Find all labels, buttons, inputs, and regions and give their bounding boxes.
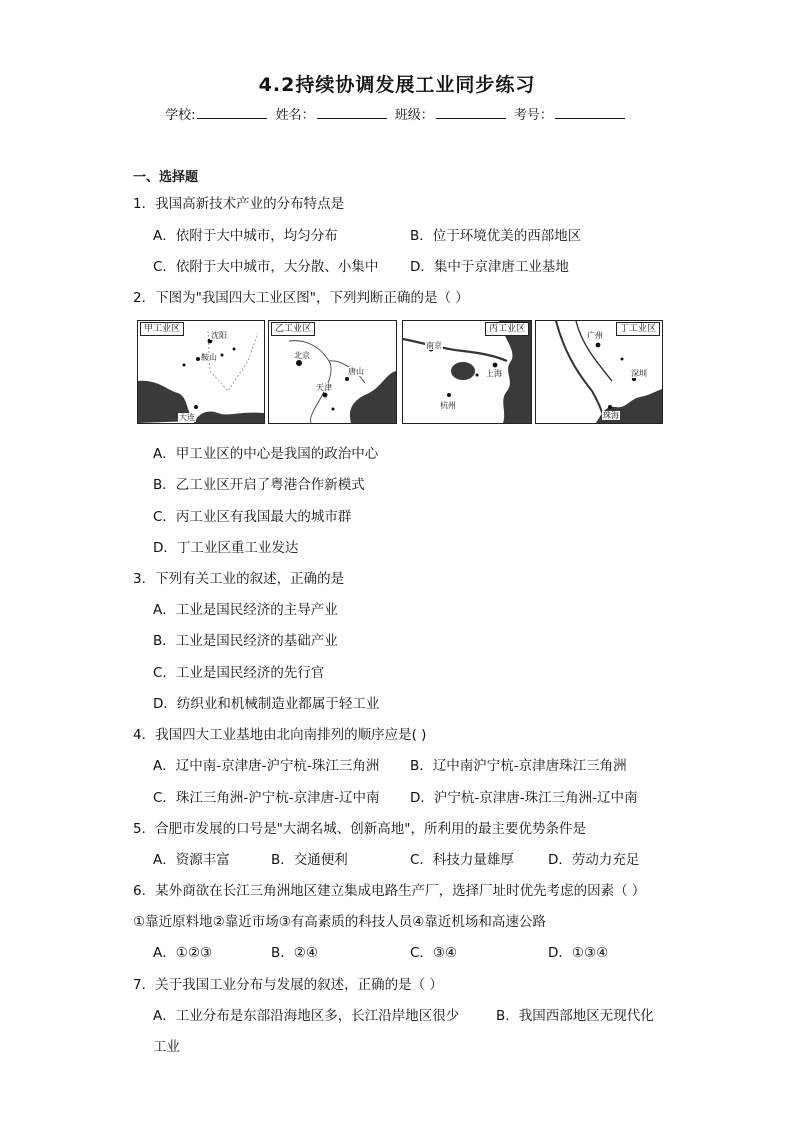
school-blank[interactable] (197, 106, 267, 119)
q1-option-b[interactable]: B．位于环境优美的西部地区 (410, 228, 582, 244)
city-anshan: 鞍山 (201, 353, 217, 362)
school-label: 学校: (165, 108, 196, 123)
q4-option-d[interactable]: D．沪宁杭-京津唐-珠江三角洲-辽中南 (410, 790, 638, 806)
map-bing-drawing (403, 321, 531, 423)
q4-option-c[interactable]: C．珠江三角洲-沪宁杭-京津唐-辽中南 (153, 790, 380, 806)
q7-option-b[interactable]: B．我国西部地区无现代化 (496, 1008, 654, 1024)
q7-option-b-continued: 工业 (153, 1039, 180, 1055)
question-3-stem: 3．下列有关工业的叙述，正确的是 (133, 571, 345, 587)
q2-option-a[interactable]: A．甲工业区的中心是我国的政治中心 (153, 446, 379, 462)
city-nanjing: 南京 (426, 341, 442, 350)
q7-option-a[interactable]: A．工业分布是东部沿海地区多，长江沿岸地区很少 (153, 1008, 460, 1024)
q2-option-b[interactable]: B．乙工业区开启了粤港合作新模式 (153, 477, 365, 493)
map-yi-label: 乙工业区 (271, 322, 315, 336)
class-label: 班级： (394, 108, 434, 123)
map-ding (535, 320, 663, 424)
map-jia-drawing (138, 321, 264, 423)
page-title: 4.2持续协调发展工业同步练习 (258, 74, 536, 96)
section-title: 一、选择题 (133, 170, 199, 185)
map-jia-label: 甲工业区 (140, 322, 184, 336)
map-ding-label: 丁工业区 (616, 322, 660, 336)
industrial-zones-map-figure (137, 320, 663, 424)
q3-option-a[interactable]: A．工业是国民经济的主导产业 (153, 602, 338, 618)
q6-option-a[interactable]: A．①②③ (153, 945, 213, 961)
q5-option-b[interactable]: B．交通便利 (271, 852, 348, 868)
city-shenzhen: 深圳 (631, 369, 647, 378)
city-beijing: 北京 (294, 351, 310, 360)
number-blank[interactable] (555, 106, 625, 119)
q2-option-d[interactable]: D．丁工业区重工业发达 (153, 540, 299, 556)
q3-option-c[interactable]: C．工业是国民经济的先行官 (153, 665, 325, 681)
name-blank[interactable] (317, 106, 387, 119)
class-blank[interactable] (436, 106, 506, 119)
name-label: 姓名： (275, 108, 315, 123)
q3-option-b[interactable]: B．工业是国民经济的基础产业 (153, 633, 338, 649)
city-zhuhai: 珠海 (603, 411, 619, 420)
question-6-conditions: ①靠近原料地②靠近市场③有高素质的科技人员④靠近机场和高速公路 (133, 914, 546, 930)
q1-option-d[interactable]: D．集中于京津唐工业基地 (410, 259, 569, 275)
map-bing (402, 320, 532, 424)
city-dalian: 大连 (179, 413, 195, 422)
student-info-line (0, 104, 794, 123)
number-label: 考号： (513, 108, 553, 123)
q4-option-a[interactable]: A．辽中南-京津唐-沪宁杭-珠江三角洲 (153, 758, 380, 774)
map-yi (268, 320, 397, 424)
map-jia (137, 320, 265, 424)
q5-option-a[interactable]: A．资源丰富 (153, 852, 230, 868)
map-yi-drawing (269, 321, 396, 423)
city-shanghai: 上海 (486, 369, 502, 378)
q2-option-c[interactable]: C．丙工业区有我国最大的城市群 (153, 509, 352, 525)
city-shenyang: 沈阳 (211, 331, 227, 340)
q1-option-a[interactable]: A．依附于大中城市，均匀分布 (153, 228, 338, 244)
question-4-stem: 4．我国四大工业基地由北向南排列的顺序应是( ) (133, 727, 427, 743)
q5-option-d[interactable]: D．劳动力充足 (548, 852, 640, 868)
q5-option-c[interactable]: C．科技力量雄厚 (410, 852, 514, 868)
city-hangzhou: 杭州 (440, 401, 456, 410)
q4-option-b[interactable]: B．辽中南沪宁杭-京津唐珠江三角洲 (410, 758, 627, 774)
q6-option-c[interactable]: C．③④ (410, 945, 458, 961)
city-tianjin: 天津 (316, 383, 332, 392)
question-1-stem: 1．我国高新技术产业的分布特点是 (133, 196, 345, 212)
q1-option-c[interactable]: C．依附于大中城市，大分散、小集中 (153, 259, 379, 275)
map-bing-label: 丙工业区 (485, 322, 529, 336)
q6-option-b[interactable]: B．②④ (271, 945, 318, 961)
question-6-stem: 6．某外商欲在长江三角洲地区建立集成电路生产厂，选择厂址时优先考虑的因素（ ） (133, 883, 646, 899)
city-tangshan: 唐山 (348, 367, 364, 376)
q3-option-d[interactable]: D．纺织业和机械制造业都属于轻工业 (153, 696, 380, 712)
q6-option-d[interactable]: D．①③④ (548, 945, 609, 961)
question-7-stem: 7．关于我国工业分布与发展的叙述，正确的是（ ） (133, 977, 443, 993)
city-guangzhou: 广州 (587, 331, 603, 340)
question-5-stem: 5．合肥市发展的口号是"大湖名城、创新高地"，所利用的最主要优势条件是 (133, 821, 587, 837)
question-2-stem: 2．下图为"我国四大工业区图"，下列判断正确的是（ ） (133, 290, 469, 306)
